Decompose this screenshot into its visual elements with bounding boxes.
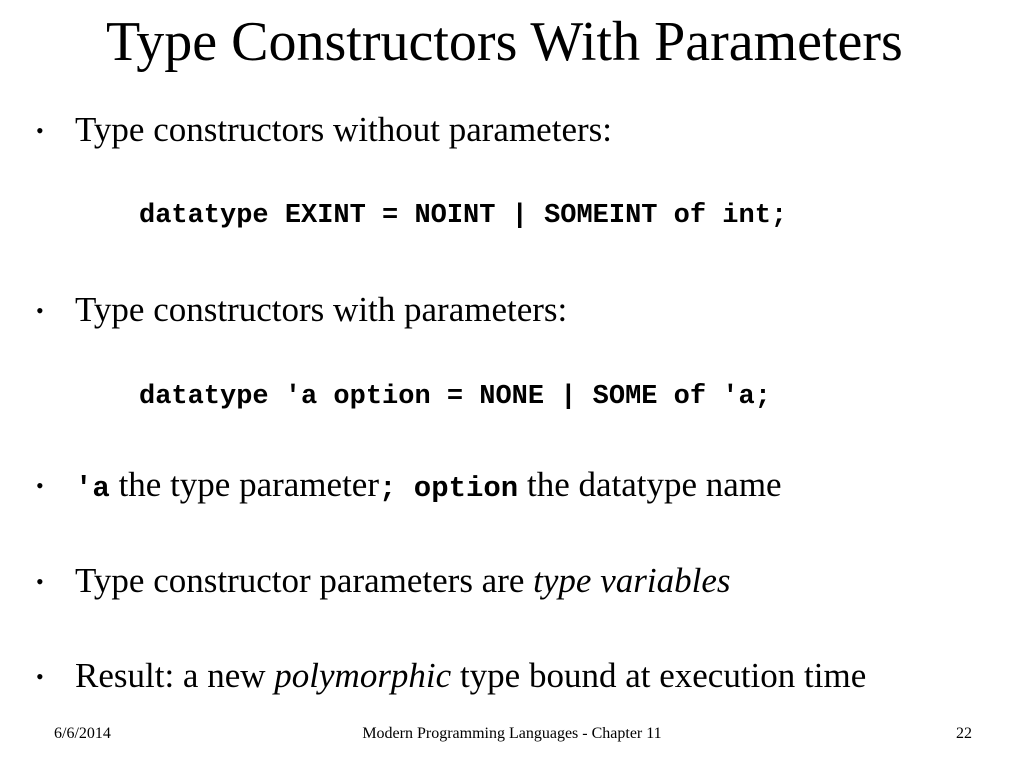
bullet-text (75, 656, 866, 696)
bullet-text-part: Type constructor parameters are (75, 561, 534, 600)
emphasis-text: polymorphic (274, 656, 452, 695)
bullet-marker: • (36, 664, 44, 689)
bullet-text: Type constructors with parameters: (75, 290, 568, 329)
emphasis-text: type variables (533, 561, 731, 600)
code-line: datatype 'a option = NONE | SOME of 'a; (139, 382, 771, 412)
bullet-marker: • (36, 298, 44, 323)
bullet-text (75, 561, 730, 601)
footer-title: Modern Programming Languages - Chapter 11 (362, 725, 662, 742)
code-line: datatype EXINT = NOINT | SOMEINT of int; (139, 201, 788, 231)
bullet-marker: • (36, 569, 44, 594)
slide-title: Type Constructors With Parameters (106, 11, 903, 73)
bullet-text-part: type bound at execution time (451, 656, 867, 695)
footer-page-number: 22 (956, 725, 972, 742)
bullet-text: Type constructors without parameters: (75, 110, 612, 149)
inline-code: 'a (75, 472, 110, 505)
bullet-text-part: the datatype name (518, 465, 782, 504)
inline-code: ; option (378, 472, 519, 505)
bullet-text-part: Result: a new (75, 656, 275, 695)
footer-date: 6/6/2014 (54, 725, 111, 742)
bullet-marker: • (36, 118, 44, 143)
bullet-text-part: the type parameter (109, 465, 379, 504)
bullet-marker: • (36, 473, 44, 498)
bullet-text (75, 465, 782, 509)
